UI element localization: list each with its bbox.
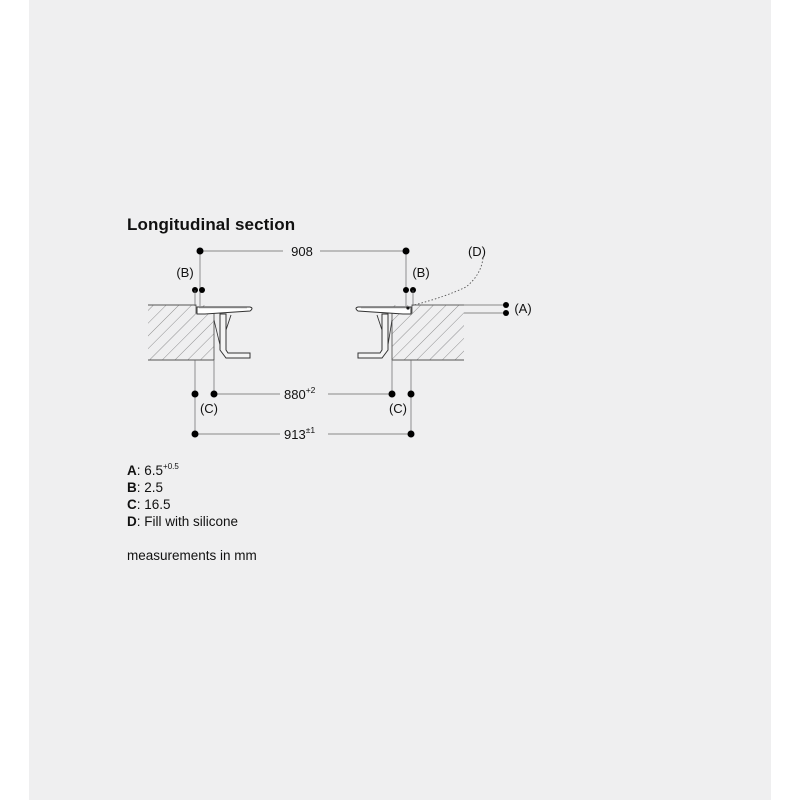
dimension-908 <box>197 244 410 306</box>
dimension-908-label: 908 <box>291 244 313 259</box>
marker-c-left-label: (C) <box>199 401 219 416</box>
legend-row-c: C: 16.5 <box>127 497 171 512</box>
dimension-913-label: $913^{\pm 1}$ <box>284 425 316 442</box>
marker-b-left <box>176 265 205 306</box>
marker-a-label: (A) <box>514 301 532 316</box>
marker-b-right-label: (B) <box>412 265 430 280</box>
legend <box>127 462 238 530</box>
units-note: measurements in mm <box>127 548 257 563</box>
legend-row-d: D: Fill with silicone <box>127 514 239 529</box>
marker-b-left-label: (B) <box>176 265 194 280</box>
legend-row-a: A: $6.5^{+0.5}$ <box>127 462 179 478</box>
marker-d-label: (D) <box>467 244 487 259</box>
marker-c-right-label: (C) <box>388 401 408 416</box>
dimension-913 <box>192 425 415 442</box>
legend-row-b: B: 2.5 <box>127 480 164 495</box>
section-title: Longitudinal section <box>127 215 296 234</box>
dimension-880 <box>211 360 396 402</box>
dimension-880-label: $880^{+2}$ <box>284 385 316 402</box>
marker-b-right <box>403 265 430 306</box>
